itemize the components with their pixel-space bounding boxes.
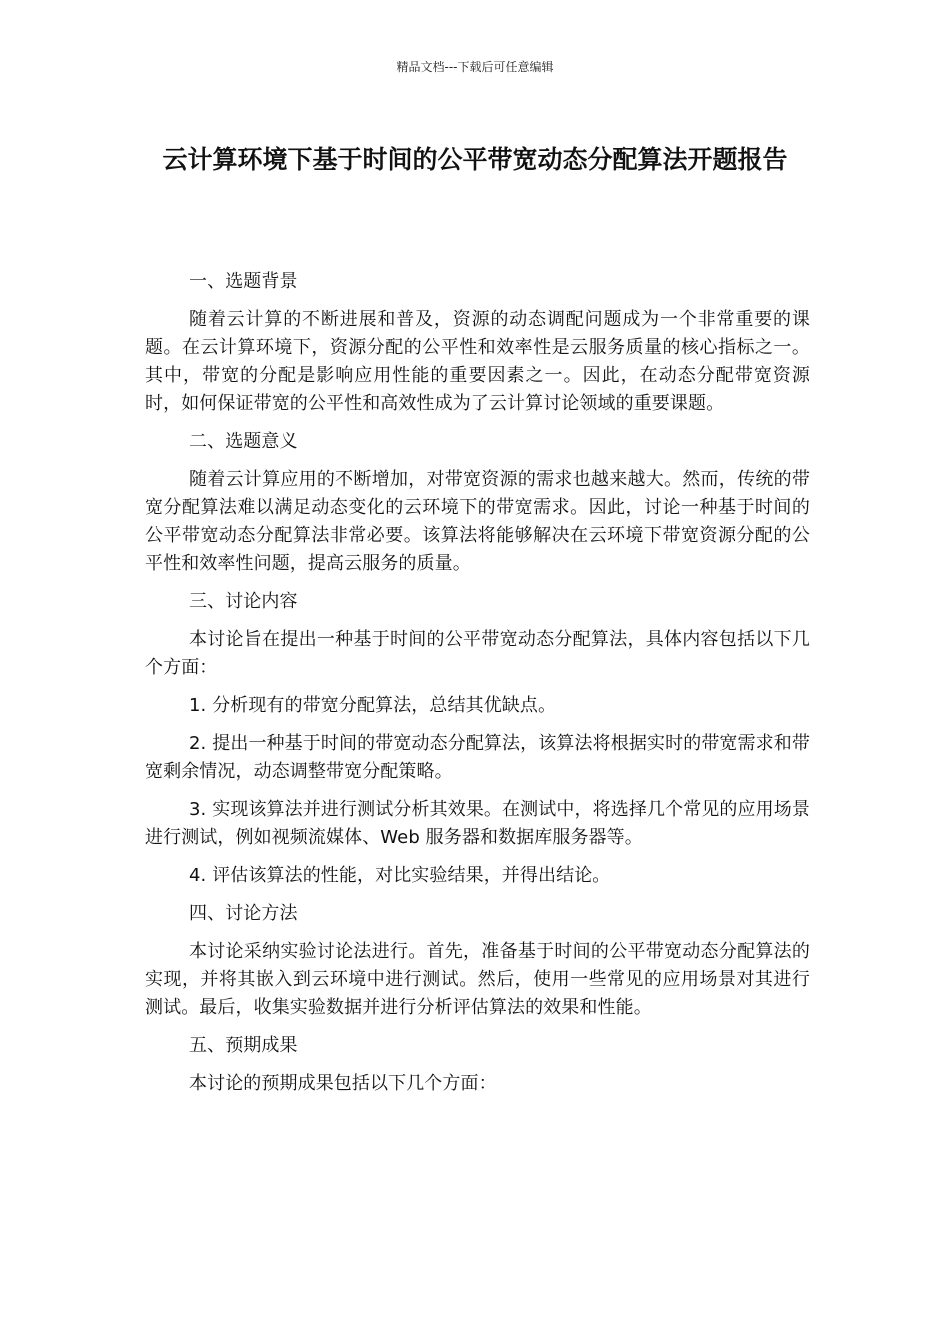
paragraph-outcomes: 本讨论的预期成果包括以下几个方面： [189, 1073, 497, 1094]
section-heading-outcomes: 五、预期成果 [189, 1035, 298, 1056]
section-heading-background: 一、选题背景 [189, 271, 298, 292]
list-item-2: 2. 提出一种基于时间的带宽动态分配算法，该算法将根据实时的带宽需求和带宽剩余情况，动态调整带宽分配策略。 [145, 733, 810, 782]
header-note: 精品文档---下载后可任意编辑 [396, 60, 554, 74]
section-heading-content: 三、讨论内容 [189, 591, 298, 612]
paragraph-significance: 随着云计算应用的不断增加，对带宽资源的需求也越来越大。然而，传统的带宽分配算法难以满足动态变化的云环境下的带宽需求。因此，讨论一种基于时间的公平带宽动态分配算法非常必要。该算法将能够解决在云环境下带宽资源分配的公平性和效率性问题，提高云服务的质量。 [145, 469, 810, 574]
document-title: 云计算环境下基于时间的公平带宽动态分配算法开题报告 [162, 145, 788, 174]
section-heading-significance: 二、选题意义 [189, 431, 298, 452]
document-body [145, 268, 810, 1108]
section-heading-method: 四、讨论方法 [189, 903, 298, 924]
paragraph-background: 随着云计算的不断进展和普及，资源的动态调配问题成为一个非常重要的课题。在云计算环境下，资源分配的公平性和效率性是云服务质量的核心指标之一。其中，带宽的分配是影响应用性能的重要因素之一。因此，在动态分配带宽资源时，如何保证带宽的公平性和高效性成为了云计算讨论领域的重要课题。 [145, 309, 810, 414]
paragraph-method: 本讨论采纳实验讨论法进行。首先，准备基于时间的公平带宽动态分配算法的实现，并将其嵌入到云环境中进行测试。然后，使用一些常见的应用场景对其进行测试。最后，收集实验数据并进行分析评估算法的效果和性能。 [145, 941, 810, 1018]
paragraph-content-intro: 本讨论旨在提出一种基于时间的公平带宽动态分配算法，具体内容包括以下几个方面： [145, 629, 810, 678]
list-item-3: 3. 实现该算法并进行测试分析其效果。在测试中，将选择几个常见的应用场景进行测试，例如视频流媒体、Web 服务器和数据库服务器等。 [145, 799, 810, 848]
list-item-4: 4. 评估该算法的性能，对比实验结果，并得出结论。 [189, 865, 611, 886]
list-item-1: 1. 分析现有的带宽分配算法，总结其优缺点。 [189, 695, 557, 716]
